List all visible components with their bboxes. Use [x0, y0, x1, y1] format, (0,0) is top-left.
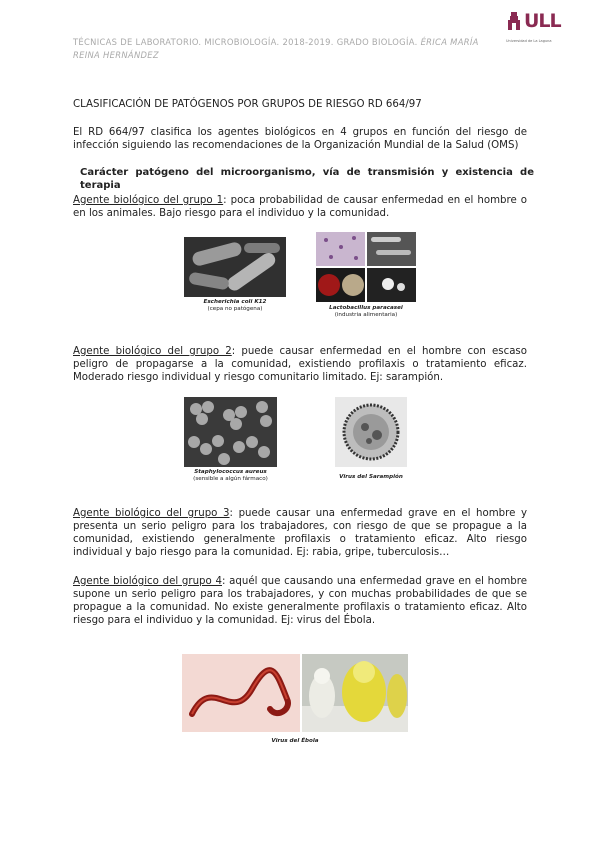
- ebola-virus-image: [182, 654, 300, 732]
- university-logo: [506, 10, 570, 48]
- lactobacillus-caption: [316, 305, 416, 319]
- measles-name: Virus del Sarampión: [339, 474, 403, 480]
- group-3-label: Agente biológico del grupo 3: [73, 508, 230, 519]
- header-author: ÉRICA MARÍA REINA HERNÁNDEZ: [73, 37, 479, 60]
- logo-subtitle: Universidad de La Laguna: [506, 39, 552, 43]
- page-header: [73, 36, 503, 62]
- group-4-label: Agente biológico del grupo 4: [73, 576, 222, 587]
- ecoli-note: (cepa no patógena): [207, 306, 263, 312]
- group-2-label: Agente biológico del grupo 2: [73, 346, 232, 357]
- group-1-text: : poca probabilidad de causar enfermedad en el hombre o en los animales. Bajo riesgo para el individuo y la comunidad.: [73, 195, 527, 219]
- staph-note: (sensible a algún fármaco): [193, 476, 268, 482]
- logo-ull: ULL: [524, 10, 561, 32]
- group-1-label: Agente biológico del grupo 1: [73, 195, 224, 206]
- measles-virus-image: [335, 397, 407, 467]
- group-4-paragraph: [73, 575, 527, 627]
- group-1-paragraph: [73, 194, 527, 220]
- doc-title: CLASIFICACIÓN DE PATÓGENOS POR GRUPOS DE RIESGO RD 664/97: [73, 99, 422, 110]
- ecoli-caption: [184, 299, 286, 313]
- header-text: TÉCNICAS DE LABORATORIO. MICROBIOLOGÍA. 2018-2019. GRADO BIOLOGÍA.: [73, 37, 421, 47]
- staphylococcus-image: [184, 397, 277, 467]
- ebola-workers-image: [302, 654, 408, 732]
- staphylococcus-caption: [180, 469, 281, 483]
- tower-icon: [506, 10, 522, 32]
- group-2-paragraph: [73, 345, 527, 384]
- intro-paragraph: El RD 664/97 clasifica los agentes biológicos en 4 grupos en función del riesgo de infección siguiendo las recomendaciones de la Organización Mundial de la Salud (OMS): [73, 127, 527, 151]
- criteria-line: Carácter patógeno del microorganismo, vía de transmisión y existencia de terapia: [80, 167, 534, 191]
- ebola-caption: [250, 738, 340, 745]
- group-3-paragraph: [73, 507, 527, 559]
- group-3-text: : puede causar una enfermedad grave en el hombre y presenta un serio peligro para los trabajadores, con riesgo de que se propague a la comunidad, existiendo generalmente profilaxis o tratamiento eficaz. Alto riesgo individual y bajo riesgo para la comunidad. Ej: rabia, gripe, tuberculosis…: [73, 508, 528, 558]
- lactobacillus-image: [316, 232, 416, 302]
- measles-caption: [330, 474, 412, 481]
- ecoli-image: [184, 237, 286, 297]
- staph-name: Staphylococcus aureus: [194, 469, 267, 475]
- lacto-note: (industria alimentaria): [334, 312, 398, 318]
- group-2-text: : puede causar enfermedad en el hombre con escaso peligro de propagarse a la comunidad, existiendo profilaxis o tratamiento eficaz. Moderado riesgo individual y riesgo comunitario limitado. Ej: sarampión.: [73, 346, 527, 383]
- lacto-name: Lactobacillus paracasei: [329, 305, 403, 311]
- ecoli-name: Escherichia coli K12: [203, 299, 267, 305]
- ebola-name: Virus del Ébola: [271, 738, 319, 744]
- group-4-text: : aquél que causando una enfermedad grave en el hombre supone un serio peligro para los trabajadores, y con muchas probabilidades de que se propague a la comunidad. No existe generalmente profilaxis o tratamiento eficaz. Alto riesgo para el individuo y la comunidad. Ej: virus del Ébola.: [73, 576, 527, 626]
